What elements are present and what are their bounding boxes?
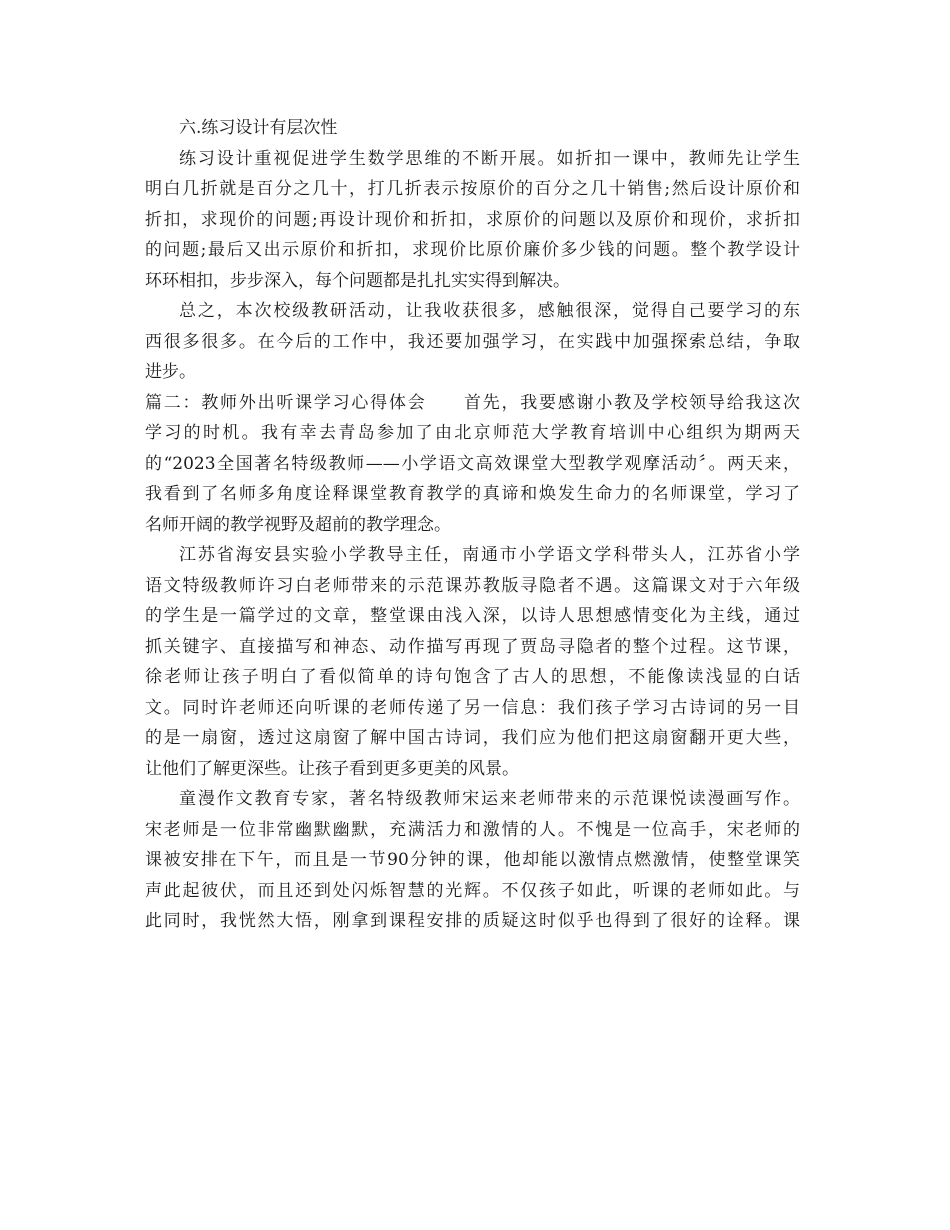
text-line: 文。同时许老师还向听课的老师传递了另一信息：我们孩子学习古诗词的另一目 bbox=[145, 697, 800, 718]
text-line: 语文特级教师许习白老师带来的示范课苏教版寻隐者不遇。这篇课文对于六年级 bbox=[145, 575, 800, 596]
text-line: 抓关键字、直接描写和神态、动作描写再现了贾岛寻隐者的整个过程。这节课， bbox=[145, 636, 800, 657]
text-line: 明白几折就是百分之几十，打几折表示按原价的百分之几十销售;然后设计原价和 bbox=[145, 179, 800, 199]
text-line: 的学生是一篇学过的文章，整堂课由浅入深，以诗人思想感情变化为主线，通过 bbox=[145, 606, 800, 626]
text-line: 篇二：教师外出听课学习心得体会 首先，我要感谢小教及学校领导给我这次 bbox=[145, 392, 800, 413]
text-line: 的是一扇窗，透过这扇窗了解中国古诗词，我们应为他们把这扇窗翻开更大些， bbox=[145, 728, 800, 748]
text-line: 六.练习设计有层次性 bbox=[179, 118, 338, 138]
text-line: 课被安排在下午，而且是一节90分钟的课，他却能以激情点燃激情，使整堂课笑 bbox=[145, 850, 800, 870]
text-line: 名师开阔的教学视野及超前的教学理念。 bbox=[145, 514, 451, 535]
text-line: 宋老师是一位非常幽默幽默，充满活力和激情的人。不愧是一位高手，宋老师的 bbox=[145, 819, 800, 840]
text-line: 的问题;最后又出示原价和折扣，求现价比原价廉价多少钱的问题。整个教学设计 bbox=[145, 240, 800, 260]
text-line: 江苏省海安县实验小学教导主任，南通市小学语文学科带头人，江苏省小学 bbox=[179, 545, 800, 565]
text-line: 此同时，我恍然大悟，刚拿到课程安排的质疑这时似乎也得到了很好的诠释。课 bbox=[145, 911, 800, 931]
text-line: 环环相扣，步步深入，每个问题都是扎扎实实得到解决。 bbox=[145, 270, 570, 291]
text-line: 我看到了名师多角度诠释课堂教育教学的真谛和焕发生命力的名师课堂，学习了 bbox=[145, 484, 800, 504]
text-line: 童漫作文教育专家，著名特级教师宋运来老师带来的示范课悦读漫画写作。 bbox=[179, 789, 800, 809]
text-line: 声此起彼伏，而且还到处闪烁智慧的光辉。不仅孩子如此，听课的老师如此。与 bbox=[145, 880, 800, 901]
text-line: 练习设计重视促进学生数学思维的不断开展。如折扣一课中，教师先让学生 bbox=[179, 148, 800, 169]
text-line: 让他们了解更深些。让孩子看到更多更美的风景。 bbox=[145, 758, 519, 779]
text-line: 进步。 bbox=[145, 362, 196, 382]
text-line: 总之，本次校级教研活动，让我收获很多，感触很深，觉得自己要学习的东 bbox=[179, 301, 800, 321]
text-line: 学习的时机。我有幸去青岛参加了由北京师范大学教育培训中心组织为期两天 bbox=[145, 423, 800, 443]
text-line: 徐老师让孩子明白了看似简单的诗句饱含了古人的思想，不能像读浅显的白话 bbox=[145, 667, 800, 687]
text-line: 西很多很多。在今后的工作中，我还要加强学习，在实践中加强探索总结，争取 bbox=[145, 331, 800, 352]
text-line: 折扣，求现价的问题;再设计现价和折扣，求原价的问题以及原价和现价，求折扣 bbox=[145, 209, 800, 230]
text-line: 的“2023全国著名特级教师——小学语文高效课堂大型教学观摩活动〞。两天来， bbox=[145, 453, 800, 474]
document-body bbox=[145, 113, 800, 937]
